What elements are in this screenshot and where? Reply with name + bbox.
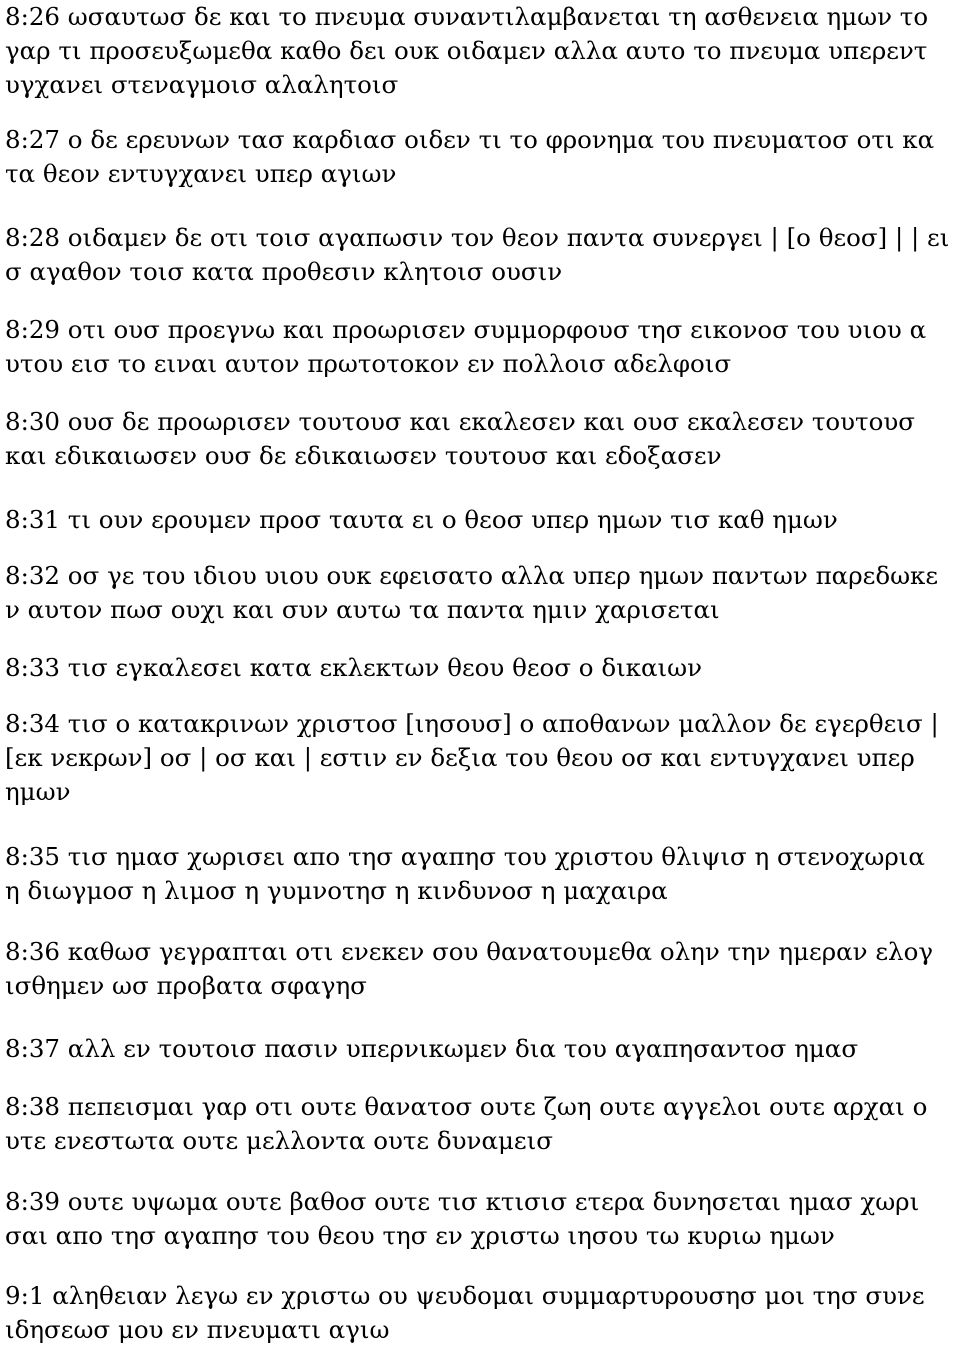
- text-line: 8:35 τισ ημασ χωρισει απο τησ αγαπησ του χριστου θλιψισ η στενοχωρια: [5, 842, 925, 871]
- text-line: 8:26 ωσαυτωσ δε και το πνευμα συναντιλαμβανεται τη ασθενεια ημων το: [5, 2, 929, 31]
- text-line: σαι απο τησ αγαπησ του θεου τησ εν χριστω ιησου τω κυριω ημων: [5, 1221, 835, 1250]
- text-line: 8:39 ουτε υψωμα ουτε βαθοσ ουτε τισ κτισισ ετερα δυνησεται ημασ χωρι: [5, 1187, 920, 1216]
- verse-8-39: [5, 1185, 960, 1253]
- verse-8-27: [5, 123, 960, 191]
- verse-8-30: [5, 405, 960, 473]
- verse-8-35: [5, 840, 960, 908]
- text-line: υγχανει στεναγμοισ αλαλητοισ: [5, 70, 399, 99]
- text-line: τα θεον εντυγχανει υπερ αγιων: [5, 159, 397, 188]
- text-line: η διωγμοσ η λιμοσ η γυμνοτησ η κινδυνοσ η μαχαιρα: [5, 876, 668, 905]
- text-line: γαρ τι προσευξωμεθα καθο δει ουκ οιδαμεν αλλα αυτο το πνευμα υπερεντ: [5, 36, 928, 65]
- verse-8-31: [5, 503, 960, 537]
- text-line: ν αυτον πωσ ουχι και συν αυτω τα παντα ημιν χαρισεται: [5, 595, 720, 624]
- verse-8-32: [5, 559, 960, 627]
- text-line: 8:28 οιδαμεν δε οτι τοισ αγαπωσιν τον θεον παντα συνεργει | [ο θεοσ] | | ει: [5, 223, 950, 252]
- verse-8-26: [5, 0, 960, 102]
- verse-9-1: [5, 1279, 960, 1347]
- text-line: 8:38 πεπεισμαι γαρ οτι ουτε θανατοσ ουτε ζωη ουτε αγγελοι ουτε αρχαι ο: [5, 1092, 928, 1121]
- text-line: υτου εισ το ειναι αυτον πρωτοτοκον εν πολλοισ αδελφοισ: [5, 349, 732, 378]
- text-line: [εκ νεκρων] οσ | οσ και | εστιν εν δεξια του θεου οσ και εντυγχανει υπερ: [5, 743, 915, 772]
- verse-8-37: [5, 1032, 960, 1066]
- verse-8-33: [5, 651, 960, 685]
- text-line: 8:32 οσ γε του ιδιου υιου ουκ εφεισατο αλλα υπερ ημων παντων παρεδωκε: [5, 561, 939, 590]
- verse-8-38: [5, 1090, 960, 1158]
- text-line: ισθημεν ωσ προβατα σφαγησ: [5, 971, 367, 1000]
- text-line: ιδησεωσ μου εν πνευματι αγιω: [5, 1315, 390, 1344]
- text-line: 8:34 τισ ο κατακρινων χριστοσ [ιησουσ] ο αποθανων μαλλον δε εγερθεισ |: [5, 709, 939, 738]
- verse-8-29: [5, 313, 960, 381]
- text-line: σ αγαθον τοισ κατα προθεσιν κλητοισ ουσιν: [5, 257, 563, 286]
- verse-8-36: [5, 935, 960, 1003]
- text-line: 8:36 καθωσ γεγραπται οτι ενεκεν σου θανατουμεθα ολην την ημεραν ελογ: [5, 937, 933, 966]
- text-line: 8:31 τι ουν ερουμεν προσ ταυτα ει ο θεοσ υπερ ημων τισ καθ ημων: [5, 505, 838, 534]
- text-line: 9:1 αληθειαν λεγω εν χριστω ου ψευδομαι συμμαρτυρουσησ μοι τησ συνε: [5, 1281, 925, 1310]
- text-line: 8:30 ουσ δε προωρισεν τουτουσ και εκαλεσεν και ουσ εκαλεσεν τουτουσ: [5, 407, 915, 436]
- text-line: 8:27 ο δε ερευνων τασ καρδιασ οιδεν τι το φρονημα του πνευματοσ οτι κα: [5, 125, 935, 154]
- verse-8-34: [5, 707, 960, 809]
- text-line: και εδικαιωσεν ουσ δε εδικαιωσεν τουτουσ και εδοξασεν: [5, 441, 722, 470]
- text-line: 8:29 οτι ουσ προεγνω και προωρισεν συμμορφουσ τησ εικονοσ του υιου α: [5, 315, 927, 344]
- text-line: 8:37 αλλ εν τουτοισ πασιν υπερνικωμεν δια του αγαπησαντοσ ημασ: [5, 1034, 859, 1063]
- text-line: 8:33 τισ εγκαλεσει κατα εκλεκτων θεου θεοσ ο δικαιων: [5, 653, 703, 682]
- text-line: υτε ενεστωτα ουτε μελλοντα ουτε δυναμεισ: [5, 1126, 553, 1155]
- text-line: ημων: [5, 777, 71, 806]
- verse-8-28: [5, 221, 960, 289]
